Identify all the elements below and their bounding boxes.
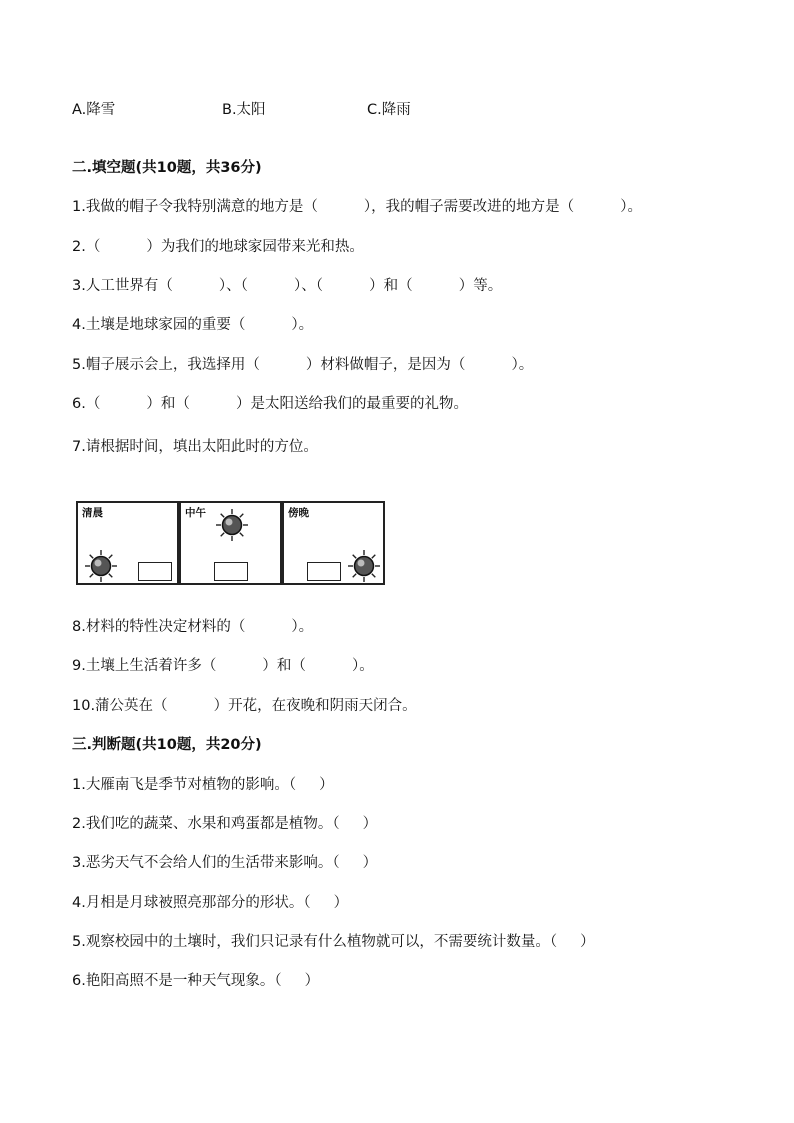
panel-morning [76,501,179,585]
option-b: B.太阳 [222,102,266,118]
sun-icon [215,508,249,542]
judge-question-2: 2.我们吃的蔬菜、水果和鸡蛋都是植物。（ ） [72,816,378,832]
answer-box-noon[interactable] [214,562,248,581]
fill-question-1: 1.我做的帽子令我特别满意的地方是（ ），我的帽子需要改进的地方是（ ）。 [72,199,643,215]
answer-box-evening[interactable] [307,562,341,581]
fill-question-4: 4.土壤是地球家园的重要（ ）。 [72,317,314,333]
judge-question-1: 1.大雁南飞是季节对植物的影响。（ ） [72,777,334,793]
panel-evening-label: 傍晚 [288,507,309,519]
sun-icon [84,549,118,583]
judge-question-4: 4.月相是月球被照亮那部分的形状。（ ） [72,895,349,911]
option-c: C.降雨 [367,102,411,118]
panel-noon [179,501,282,585]
fill-question-5: 5.帽子展示会上，我选择用（ ）材料做帽子，是因为（ ）。 [72,357,534,373]
fill-question-6: 6.（ ）和（ ）是太阳送给我们的最重要的礼物。 [72,396,469,412]
fill-question-2: 2.（ ）为我们的地球家园带来光和热。 [72,239,364,255]
panel-morning-label: 清晨 [82,507,103,519]
fill-question-9: 9.土壤上生活着许多（ ）和（ ）。 [72,658,374,674]
fill-question-7: 7.请根据时间，填出太阳此时的方位。 [72,439,318,455]
fill-question-10: 10.蒲公英在（ ）开花，在夜晚和阴雨天闭合。 [72,698,417,714]
answer-box-morning[interactable] [138,562,172,581]
section3-heading: 三.判断题(共10题，共20分) [72,737,262,753]
option-a: A.降雪 [72,102,116,118]
judge-question-6: 6.艳阳高照不是一种天气现象。（ ） [72,973,320,989]
panel-evening [282,501,385,585]
fill-question-8: 8.材料的特性决定材料的（ ）。 [72,619,314,635]
panel-noon-label: 中午 [185,507,206,519]
sun-icon [347,549,381,583]
section2-heading: 二.填空题(共10题，共36分) [72,160,262,176]
fill-question-3: 3.人工世界有（ ）、（ ）、（ ）和（ ）等。 [72,278,503,294]
judge-question-5: 5.观察校园中的土壤时，我们只记录有什么植物就可以，不需要统计数量。（ ） [72,934,595,950]
judge-question-3: 3.恶劣天气不会给人们的生活带来影响。（ ） [72,855,378,871]
